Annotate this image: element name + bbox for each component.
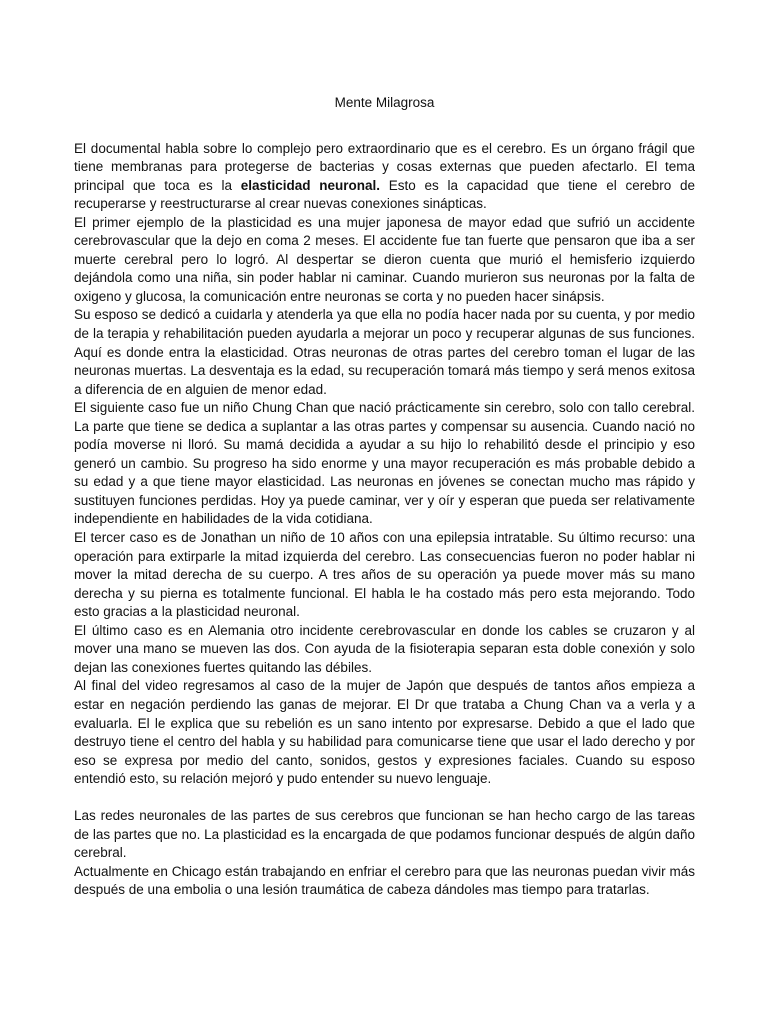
paragraph-intro-text-end: Esto es la capacidad que tiene el cerebro de recuperarse y reestructurarse al crear nuevas conexiones sinápticas. xyxy=(74,177,695,212)
paragraph-first-example: El primer ejemplo de la plasticidad es una mujer japonesa de mayor edad que sufrió un accidente cerebrovascular que la dejo en coma 2 meses. El accidente fue tan fuerte que pensaron que iba a ser muerte cerebral pero lo logró. Al despertar se dieron cuenta que murió el hemisferio izquierdo dejándola como una niña, sin poder hablar ni caminar. Cuando murieron sus neuronas por la falta de oxigeno y glucosa, la comunicación entre neuronas se corta y no pueden hacer sinápsis. xyxy=(74,214,695,304)
paragraph-chung-chan: El siguiente caso fue un niño Chung Chan que nació prácticamente sin cerebro, solo con tallo cerebral. La parte que tiene se dedica a suplantar a las otras partes y compensar su ausencia. Cuando nació no podía moverse ni lloró. Su mamá decidida a ayudar a su hijo lo rehabilitó desde el principio y eso generó un cambio. Su progreso ha sido enorme y una mayor recuperación es más probable debido a su edad y a que tiene mayor elasticidad. Las neuronas en jóvenes se conectan mucho mas rápido y sustituyen funciones perdidas. Hoy ya puede caminar, ver y oír y esperan que pueda ser relativamente independiente en habilidades de la vida cotidiana. xyxy=(74,400,695,527)
paragraph-germany: El último caso es en Alemania otro incidente cerebrovascular en donde los cables se cruzaron y al mover una mano se mueven las dos. Con ayuda de la fisioterapia separan esta doble conexión y solo dejan las conexiones fuertes quitando las débiles. xyxy=(74,622,695,675)
paragraph-neural-networks: Las redes neuronales de las partes de sus cerebros que funcionan se han hecho cargo de las tareas de las partes que no. La plasticidad es la encargada de que podamos funcionar después de algún daño cerebral. xyxy=(74,808,695,861)
paragraph-japan-return: Al final del video regresamos al caso de la mujer de Japón que después de tantos años empieza a estar en negación perdiendo las ganas de mejorar. El Dr que trataba a Chung Chan va a verla y a evaluarla. El le explica que su rebelión es un sano intento por expresarse. Debido a que el lado que destruyo tiene el centro del habla y su habilidad para comunicarse tiene que usar el lado derecho y por eso se expresa por medio del canto, sonidos, gestos y expresiones faciales. Cuando su esposo entendió esto, su relación mejoró y pudo entender su nuevo lenguaje. xyxy=(74,678,695,787)
document-page xyxy=(74,94,695,900)
paragraph-jonathan: El tercer caso es de Jonathan un niño de 10 años con una epilepsia intratable. Su último recurso: una operación para extirparle la mitad izquierda del cerebro. Las consecuencias fueron no poder hablar ni mover la mitad derecha de su cuerpo. A tres años de su operación ya puede mover más su mano derecha y su pierna es totalmente funcional. El habla le ha costado más pero esta mejorando. Todo esto gracias a la plasticidad neuronal. xyxy=(74,530,695,620)
paragraph-gap xyxy=(74,789,695,808)
paragraph-chicago: Actualmente en Chicago están trabajando en enfriar el cerebro para que las neuronas puedan vivir más después de una embolia o una lesión traumática de cabeza dándoles mas tiempo para tratarlas. xyxy=(74,863,695,898)
paragraph-husband-care: Su esposo se dedicó a cuidarla y atenderla ya que ella no podía hacer nada por su cuenta, y por medio de la terapia y rehabilitación pueden ayudarla a mejorar un poco y recuperar algunas de sus funciones. Aquí es donde entra la elasticidad. Otras neuronas de otras partes del cerebro toman el lugar de las neuronas muertas. La desventaja es la edad, su recuperación tomará más tiempo y será menos exitosa a diferencia de en alguien de menor edad. xyxy=(74,307,695,397)
paragraph-intro xyxy=(74,140,695,214)
paragraph-intro-text-start: El documental habla sobre lo complejo pero extraordinario que es el cerebro. Es un órgano frágil que tiene membranas para protegerse de bacterias y cosas externas que pueden afectarlo. El tema principal que toca es la xyxy=(74,140,695,193)
document-title: Mente Milagrosa xyxy=(334,95,435,110)
bold-term: elasticidad neuronal. xyxy=(240,177,381,193)
